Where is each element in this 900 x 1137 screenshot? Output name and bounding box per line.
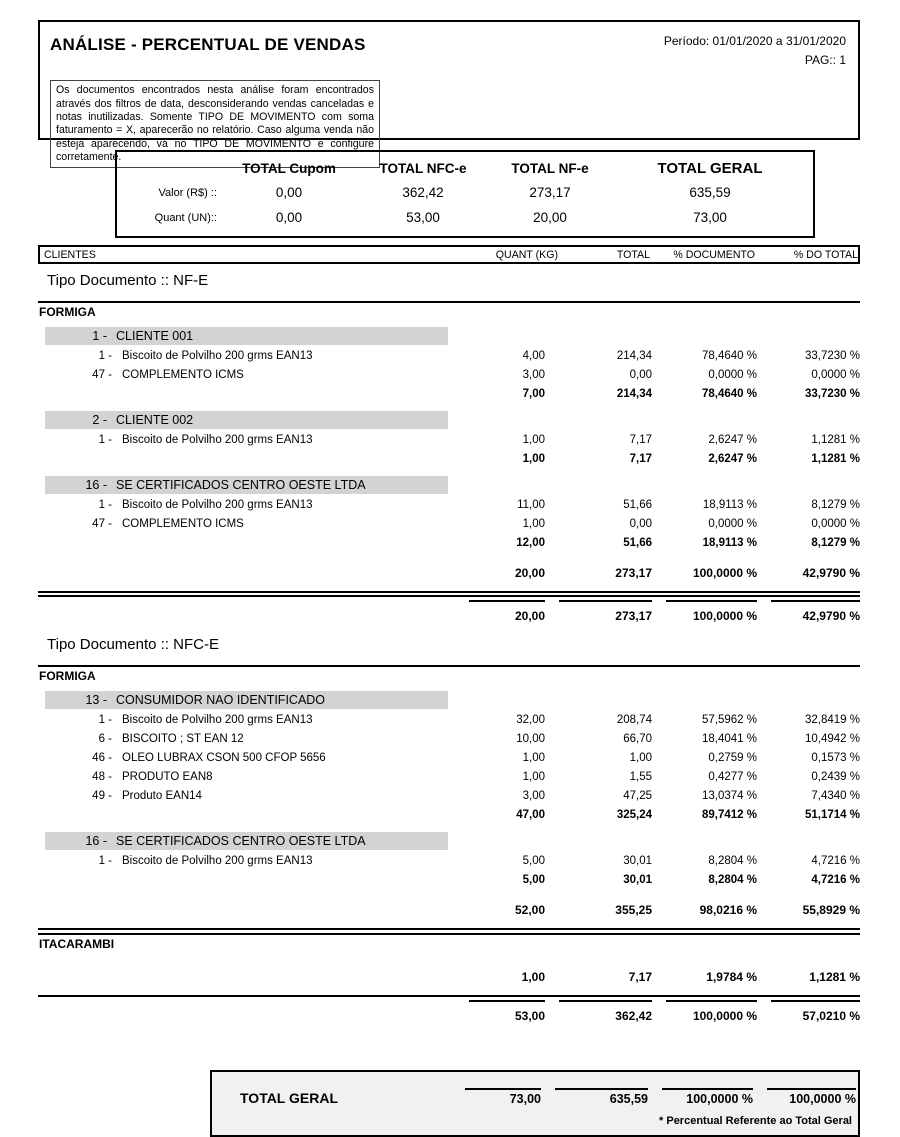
value-quant: 32,00 xyxy=(516,714,545,726)
product-row xyxy=(38,515,860,534)
value-total: 208,74 xyxy=(616,714,652,726)
value-total: 214,34 xyxy=(616,350,652,362)
summary-totals-box xyxy=(115,150,815,238)
product-name: Biscoito de Polvilho 200 grms EAN13 xyxy=(122,855,313,867)
client-code: 2 - xyxy=(92,413,107,427)
col-doc-pct: % DOCUMENTO xyxy=(673,248,755,261)
product-code: 1 - xyxy=(98,350,112,362)
value-total_pct: 33,7230 % xyxy=(805,388,860,400)
summary-quant-row xyxy=(119,205,807,230)
value-doc_pct: 18,9113 % xyxy=(702,537,757,549)
client-subtotal-row xyxy=(38,806,860,825)
value-total_pct: 1,1281 % xyxy=(811,434,860,446)
summary-valor-cupom: 0,00 xyxy=(275,185,303,200)
value-doc_pct: 18,4041 % xyxy=(702,733,757,745)
product-row xyxy=(38,749,860,768)
product-name: BISCOITO ; ST EAN 12 xyxy=(122,733,244,745)
product-desc xyxy=(38,852,455,871)
summary-valor-nfe: 273,17 xyxy=(529,185,571,200)
product-code: 1 - xyxy=(98,855,112,867)
value-total: 51,66 xyxy=(623,499,652,511)
value-total: 325,24 xyxy=(616,809,652,821)
overline-doc_pct: 100,0000 % xyxy=(666,1000,757,1028)
document-section xyxy=(38,636,860,1028)
value-total_pct: 1,1281 % xyxy=(809,970,860,984)
value-total: 355,25 xyxy=(615,903,652,917)
product-name: PRODUTO EAN8 xyxy=(122,771,213,783)
value-total_pct: 8,1279 % xyxy=(811,499,860,511)
value-doc_pct xyxy=(652,600,757,628)
product-row xyxy=(38,431,860,450)
value-quant: 3,00 xyxy=(522,790,545,802)
client-header-bar xyxy=(45,327,448,345)
value-doc_pct: 2,6247 % xyxy=(708,453,757,465)
overline-total_pct: 57,0210 % xyxy=(771,1000,860,1028)
city-total-row xyxy=(38,899,860,921)
client-header-bar xyxy=(45,411,448,429)
product-row xyxy=(38,852,860,871)
product-name: Biscoito de Polvilho 200 grms EAN13 xyxy=(122,499,313,511)
value-total_pct: 4,7216 % xyxy=(811,855,860,867)
grand-total-label: TOTAL GERAL xyxy=(240,1090,338,1106)
value-quant: 5,00 xyxy=(522,855,545,867)
summary-valor-geral: 635,59 xyxy=(689,185,731,200)
overline-doc_pct: 100,0000 % xyxy=(666,600,757,628)
value-total: 273,17 xyxy=(615,566,652,580)
product-name: COMPLEMENTO ICMS xyxy=(122,518,244,530)
city-total-row xyxy=(38,966,860,988)
report-page-number: PAG:: 1 xyxy=(804,52,846,67)
city-total-row xyxy=(38,562,860,584)
value-quant: 52,00 xyxy=(514,903,545,917)
value-total xyxy=(545,1000,652,1028)
summary-col-total-cupom: TOTAL Cupom xyxy=(242,160,336,176)
client-name: CLIENTE 001 xyxy=(116,329,194,343)
value-total_pct: 4,7216 % xyxy=(811,874,860,886)
value-doc_pct: 78,4640 % xyxy=(702,350,757,362)
value-quant: 1,00 xyxy=(522,518,545,530)
client-code: 16 - xyxy=(85,834,107,848)
product-code: 47 - xyxy=(92,369,112,381)
value-total: 0,00 xyxy=(629,369,652,381)
report-header-top xyxy=(50,32,846,69)
value-total: 66,70 xyxy=(623,733,652,745)
product-row xyxy=(38,496,860,515)
product-name: COMPLEMENTO ICMS xyxy=(122,369,244,381)
value-quant: 20,00 xyxy=(514,566,545,580)
client-code: 1 - xyxy=(92,329,107,343)
value-total_pct: 0,0000 % xyxy=(811,369,860,381)
product-desc xyxy=(38,749,455,768)
value-doc_pct: 0,0000 % xyxy=(708,369,757,381)
summary-quant-nfce: 53,00 xyxy=(406,210,440,225)
value-quant: 11,00 xyxy=(517,499,545,511)
overline-total: 362,42 xyxy=(559,1000,652,1028)
product-desc xyxy=(38,431,455,450)
value-doc_pct xyxy=(652,1000,757,1028)
product-row xyxy=(38,711,860,730)
product-name: Biscoito de Polvilho 200 grms EAN13 xyxy=(122,434,313,446)
summary-col-total-nfce: TOTAL NFC-e xyxy=(379,160,467,176)
overline-total: 273,17 xyxy=(559,600,652,628)
section-total-row xyxy=(38,600,860,628)
value-total: 7,17 xyxy=(629,434,652,446)
summary-col-total-nfe: TOTAL NF-e xyxy=(511,160,589,176)
client-code: 13 - xyxy=(85,693,107,707)
report-sections xyxy=(38,272,860,1028)
value-quant: 7,00 xyxy=(522,388,545,400)
value-quant: 4,00 xyxy=(522,350,545,362)
value-quant xyxy=(455,1000,545,1028)
value-doc_pct: 2,6247 % xyxy=(708,434,757,446)
document-section xyxy=(38,272,860,628)
report-title: ANÁLISE - PERCENTUAL DE VENDAS xyxy=(50,35,366,54)
product-code: 6 - xyxy=(98,733,112,745)
product-desc xyxy=(38,496,455,515)
value-total_pct: 0,0000 % xyxy=(811,518,860,530)
value-doc_pct: 100,0000 % xyxy=(692,566,757,580)
product-row xyxy=(38,768,860,787)
value-total_pct xyxy=(757,1000,860,1028)
value-quant: 5,00 xyxy=(522,874,545,886)
client-subtotal-row xyxy=(38,385,860,404)
city-block xyxy=(38,665,860,921)
value-quant: 10,00 xyxy=(516,733,545,745)
value-total_pct: 42,9790 % xyxy=(802,566,860,580)
overline-quant: 20,00 xyxy=(469,600,545,628)
value-total_pct xyxy=(757,600,860,628)
value-quant: 1,00 xyxy=(522,771,545,783)
value-total: 214,34 xyxy=(616,388,652,400)
value-doc_pct: 13,0374 % xyxy=(702,790,757,802)
product-code: 49 - xyxy=(92,790,112,802)
value-total_pct: 32,8419 % xyxy=(805,714,860,726)
product-row xyxy=(38,347,860,366)
col-clientes: CLIENTES xyxy=(44,248,96,261)
client-subtotal-row xyxy=(38,450,860,469)
value-quant: 12,00 xyxy=(516,537,545,549)
client-code: 16 - xyxy=(85,478,107,492)
grand-total-doc-pct: 100,0000 % xyxy=(648,1088,753,1106)
client-header-bar xyxy=(45,476,448,494)
product-desc xyxy=(38,787,455,806)
summary-valor-nfce: 362,42 xyxy=(402,185,444,200)
value-total: 51,66 xyxy=(623,537,652,549)
value-doc_pct: 57,5962 % xyxy=(702,714,757,726)
value-total xyxy=(545,600,652,628)
product-code: 48 - xyxy=(92,771,112,783)
table-column-header xyxy=(38,245,860,264)
value-doc_pct: 89,7412 % xyxy=(702,809,757,821)
value-doc_pct: 8,2804 % xyxy=(708,855,757,867)
value-total: 0,00 xyxy=(629,518,652,530)
product-desc xyxy=(38,711,455,730)
overline-quant: 53,00 xyxy=(469,1000,545,1028)
product-name: OLEO LUBRAX CSON 500 CFOP 5656 xyxy=(122,752,326,764)
report-header-meta xyxy=(664,32,846,69)
client-header-bar xyxy=(45,832,448,850)
product-row xyxy=(38,366,860,385)
value-quant: 1,00 xyxy=(522,434,545,446)
value-quant: 47,00 xyxy=(516,809,545,821)
grand-total-value: 635,59 xyxy=(541,1088,648,1106)
client-name: SE CERTIFICADOS CENTRO OESTE LTDA xyxy=(116,834,366,848)
section-total xyxy=(38,591,860,628)
client-subtotal-row xyxy=(38,534,860,553)
grand-total-quant: 73,00 xyxy=(451,1088,541,1106)
value-total_pct: 1,1281 % xyxy=(811,453,860,465)
product-desc xyxy=(38,768,455,787)
product-code: 46 - xyxy=(92,752,112,764)
col-total-pct: % DO TOTAL xyxy=(793,248,858,261)
summary-col-total-geral: TOTAL GERAL xyxy=(657,159,763,177)
value-total_pct: 0,1573 % xyxy=(811,752,860,764)
product-name: Biscoito de Polvilho 200 grms EAN13 xyxy=(122,350,313,362)
summary-header-row xyxy=(119,156,807,180)
value-total: 1,00 xyxy=(629,752,652,764)
col-total: TOTAL xyxy=(616,248,650,261)
value-total: 30,01 xyxy=(623,855,652,867)
document-type-title: Tipo Documento :: NFC-E xyxy=(47,636,219,653)
section-total xyxy=(38,995,860,1028)
report-period: Período: 01/01/2020 a 31/01/2020 xyxy=(663,34,846,48)
value-total: 1,55 xyxy=(629,771,652,783)
overline-total_pct: 42,9790 % xyxy=(771,600,860,628)
value-quant: 3,00 xyxy=(522,369,545,381)
client-name: CONSUMIDOR NAO IDENTIFICADO xyxy=(116,693,326,707)
report-header xyxy=(38,20,860,163)
value-total: 7,17 xyxy=(629,453,652,465)
value-doc_pct: 8,2804 % xyxy=(708,874,757,886)
city-block xyxy=(38,301,860,584)
report-note: Os documentos encontrados nesta análise foram encontrados através dos filtros de data, desconsiderando vendas canceladas e notas inutilizadas. Somente TIPO DE MOVIMENTO com soma faturamento = X, aparecerão no relatório. Caso alguma venda não esteja aparecendo, vá no TIPO DE MOVIMENTO e configure corretamente. xyxy=(50,80,380,168)
document-type-title: Tipo Documento :: NF-E xyxy=(47,272,209,289)
product-code: 1 - xyxy=(98,714,112,726)
value-doc_pct: 18,9113 % xyxy=(702,499,757,511)
section-total-row xyxy=(38,1000,860,1028)
value-quant: 1,00 xyxy=(521,970,545,984)
product-code: 1 - xyxy=(98,434,112,446)
client-subtotal-row xyxy=(38,871,860,890)
value-doc_pct: 0,4277 % xyxy=(708,771,757,783)
grand-total-box xyxy=(210,1070,860,1137)
col-quant: QUANT (KG) xyxy=(495,248,558,261)
client-header-bar xyxy=(45,691,448,709)
value-total_pct: 10,4942 % xyxy=(805,733,860,745)
product-desc xyxy=(38,347,455,366)
summary-quant-cupom: 0,00 xyxy=(275,210,303,225)
client-name: SE CERTIFICADOS CENTRO OESTE LTDA xyxy=(116,478,366,492)
value-doc_pct: 1,9784 % xyxy=(706,970,757,984)
value-quant xyxy=(455,600,545,628)
value-quant: 1,00 xyxy=(522,752,545,764)
value-total_pct: 0,2439 % xyxy=(811,771,860,783)
value-total_pct: 51,1714 % xyxy=(805,809,860,821)
value-doc_pct: 78,4640 % xyxy=(702,388,757,400)
value-total_pct: 33,7230 % xyxy=(805,350,860,362)
grand-total-row xyxy=(226,1088,856,1106)
client-name: CLIENTE 002 xyxy=(116,413,194,427)
product-row xyxy=(38,730,860,749)
grand-total-footnote: * Percentual Referente ao Total Geral xyxy=(659,1115,852,1127)
product-name: Biscoito de Polvilho 200 grms EAN13 xyxy=(122,714,313,726)
product-desc xyxy=(38,730,455,749)
summary-quant-nfe: 20,00 xyxy=(533,210,567,225)
value-quant: 1,00 xyxy=(522,453,545,465)
city-name: FORMIGA xyxy=(39,305,96,319)
summary-valor-row xyxy=(119,180,807,205)
product-name: Produto EAN14 xyxy=(122,790,202,802)
product-code: 1 - xyxy=(98,499,112,511)
product-desc xyxy=(38,366,455,385)
summary-quant-label: Quant (UN):: xyxy=(154,211,217,224)
value-doc_pct: 0,0000 % xyxy=(708,518,757,530)
value-doc_pct: 98,0216 % xyxy=(699,903,757,917)
city-block xyxy=(38,928,860,988)
product-code: 47 - xyxy=(92,518,112,530)
product-row xyxy=(38,787,860,806)
product-desc xyxy=(38,515,455,534)
summary-valor-label: Valor (R$) :: xyxy=(158,186,217,199)
grand-total-total-pct: 100,0000 % xyxy=(753,1088,856,1106)
value-total: 30,01 xyxy=(623,874,652,886)
value-total: 47,25 xyxy=(623,790,652,802)
value-total: 7,17 xyxy=(628,970,652,984)
city-name: ITACARAMBI xyxy=(39,937,115,951)
value-doc_pct: 0,2759 % xyxy=(708,752,757,764)
city-name: FORMIGA xyxy=(39,669,96,683)
value-total_pct: 8,1279 % xyxy=(811,537,860,549)
value-total_pct: 55,8929 % xyxy=(802,903,860,917)
value-total_pct: 7,4340 % xyxy=(811,790,860,802)
summary-quant-geral: 73,00 xyxy=(693,210,727,225)
